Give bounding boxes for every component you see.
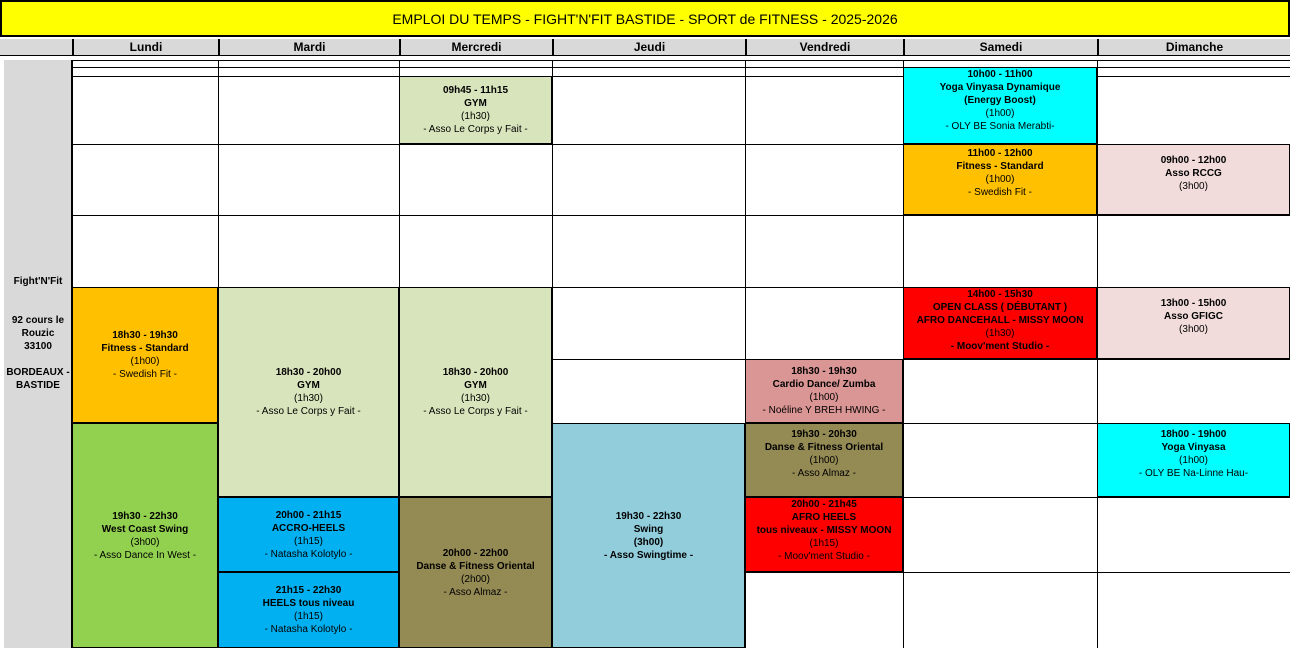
grid-line	[72, 60, 1290, 61]
session-org: - Asso Le Corps y Fait -	[256, 406, 361, 417]
session-name: Asso RCCG	[1165, 168, 1222, 179]
session-name: GYM	[464, 380, 487, 391]
session-time: 13h00 - 15h00	[1160, 298, 1227, 309]
day-header-row	[0, 39, 1290, 56]
session-org: - Swedish Fit -	[968, 187, 1032, 198]
session-block	[903, 144, 1097, 215]
session-block	[218, 287, 399, 497]
session-time: 11h00 - 12h00	[967, 148, 1033, 159]
location-city-1: BORDEAUX -	[6, 367, 70, 378]
session-time: 21h15 - 22h30	[275, 585, 342, 596]
session-block	[1097, 287, 1290, 359]
session-block	[552, 423, 745, 648]
session-time: 20h00 - 21h45	[791, 499, 857, 510]
session-duration: (3h00)	[633, 536, 664, 548]
session-org: - Asso Le Corps y Fait -	[423, 406, 528, 417]
session-time: 10h00 - 11h00	[967, 69, 1033, 80]
location-address-1: 92 cours le	[11, 315, 65, 326]
session-duration: (1h00)	[809, 455, 839, 466]
session-org: - Natasha Kolotylo -	[264, 548, 353, 560]
session-block	[903, 67, 1097, 144]
session-duration: (1h15)	[809, 538, 839, 549]
session-duration: (1h15)	[294, 535, 323, 547]
session-block	[72, 287, 218, 423]
session-time: 18h30 - 20h00	[442, 367, 509, 378]
session-org: - OLY BE Sonia Merabti-	[945, 121, 1055, 132]
session-block	[745, 497, 903, 572]
session-org: - Moov'ment Studio -	[778, 551, 870, 562]
session-block	[1097, 144, 1290, 215]
session-org: - Asso Dance In West -	[93, 549, 197, 561]
grid-line	[72, 76, 1290, 77]
session-name: AFRO HEELS	[791, 512, 857, 523]
session-time: 20h00 - 22h00	[442, 547, 509, 559]
session-org: - Natasha Kolotylo -	[264, 624, 353, 635]
day-header-dimanche: Dimanche	[1097, 39, 1290, 55]
session-duration: (1h30)	[461, 393, 490, 404]
session-duration: (1h30)	[985, 328, 1015, 339]
session-org: - OLY BE Na-Linne Hau-	[1138, 468, 1249, 479]
session-block	[72, 423, 218, 648]
session-name: Cardio Dance/ Zumba	[772, 379, 876, 390]
session-org: - Asso Le Corps y Fait -	[423, 124, 528, 135]
session-name: Danse & Fitness Oriental	[764, 442, 884, 453]
session-org: - Swedish Fit -	[113, 369, 177, 380]
session-time: 19h30 - 22h30	[615, 510, 682, 522]
session-org: - Asso Almaz -	[792, 468, 856, 479]
session-name: HEELS tous niveau	[262, 598, 355, 609]
session-time: 18h30 - 19h30	[791, 366, 857, 377]
session-org: - Asso Swingtime -	[603, 549, 694, 561]
location-postcode: 33100	[24, 341, 52, 352]
session-name-2: AFRO DANCEHALL - MISSY MOON	[916, 315, 1084, 326]
session-name: Yoga Vinyasa Dynamique	[939, 82, 1061, 93]
location-city-2: BASTIDE	[16, 380, 60, 391]
session-duration: (1h00)	[809, 392, 839, 403]
session-duration: (1h15)	[294, 611, 323, 622]
session-duration: (1h00)	[985, 108, 1015, 119]
session-duration: (3h00)	[130, 536, 160, 548]
day-header-vendredi: Vendredi	[745, 39, 903, 55]
session-name: Asso GFIGC	[1164, 311, 1223, 322]
session-name: Fitness - Standard	[101, 343, 189, 354]
session-duration: (1h00)	[1179, 455, 1208, 466]
session-duration: (1h30)	[461, 111, 490, 122]
session-duration: (2h00)	[461, 573, 490, 585]
session-block	[903, 287, 1097, 359]
grid-line	[72, 215, 1290, 216]
day-header-samedi: Samedi	[903, 39, 1097, 55]
grid-line	[72, 67, 1290, 68]
session-name: Yoga Vinyasa	[1161, 442, 1226, 453]
session-block	[399, 497, 552, 648]
location-name: Fight'N'Fit	[13, 276, 63, 287]
session-org: - Noéline Y BREH HWING -	[762, 405, 886, 416]
session-duration: (3h00)	[1179, 324, 1208, 335]
session-time: 09h00 - 12h00	[1160, 155, 1227, 166]
title-bar	[0, 0, 1290, 37]
session-duration: (1h00)	[130, 356, 160, 367]
page-title: EMPLOI DU TEMPS - FIGHT'N'FIT BASTIDE - SPORT de FITNESS - 2025-2026	[392, 10, 898, 27]
session-block	[399, 76, 552, 144]
session-time: 09h45 - 11h15	[442, 85, 509, 96]
session-name: GYM	[297, 380, 320, 391]
session-time: 14h00 - 15h30	[967, 289, 1033, 300]
session-name: Danse & Fitness Oriental	[416, 560, 535, 572]
session-time: 18h00 - 19h00	[1160, 429, 1227, 440]
session-name: West Coast Swing	[101, 523, 189, 535]
session-block	[399, 287, 552, 497]
session-time: 18h30 - 20h00	[275, 367, 342, 378]
session-time: 19h30 - 20h30	[791, 429, 857, 440]
session-duration: (3h00)	[1179, 181, 1208, 192]
location-address-2: Rouzic	[21, 328, 55, 339]
day-header-jeudi: Jeudi	[552, 39, 745, 55]
day-header-lundi: Lundi	[72, 39, 218, 55]
location-sidebar	[4, 60, 72, 648]
session-time: 19h30 - 22h30	[112, 510, 178, 522]
session-block	[745, 359, 903, 423]
session-name: ACCRO-HEELS	[271, 522, 346, 534]
session-name-2: (Energy Boost)	[964, 95, 1036, 106]
day-header-mercredi: Mercredi	[399, 39, 552, 55]
session-org: - Asso Almaz -	[443, 586, 508, 598]
session-block	[745, 423, 903, 497]
session-name-2: tous niveaux - MISSY MOON	[756, 525, 892, 536]
session-time: 18h30 - 19h30	[112, 330, 178, 341]
session-duration: (1h00)	[985, 174, 1015, 185]
session-name: OPEN CLASS ( DÉBUTANT )	[932, 302, 1068, 313]
session-name: GYM	[464, 98, 487, 109]
session-block	[218, 572, 399, 648]
session-block	[218, 497, 399, 572]
session-duration: (1h30)	[294, 393, 323, 404]
session-block	[1097, 423, 1290, 497]
session-time: 20h00 - 21h15	[275, 509, 342, 521]
session-name: Fitness - Standard	[956, 161, 1044, 172]
session-org: - Moov'ment Studio -	[950, 341, 1050, 352]
session-name: Swing	[633, 523, 664, 535]
day-header-mardi: Mardi	[218, 39, 399, 55]
